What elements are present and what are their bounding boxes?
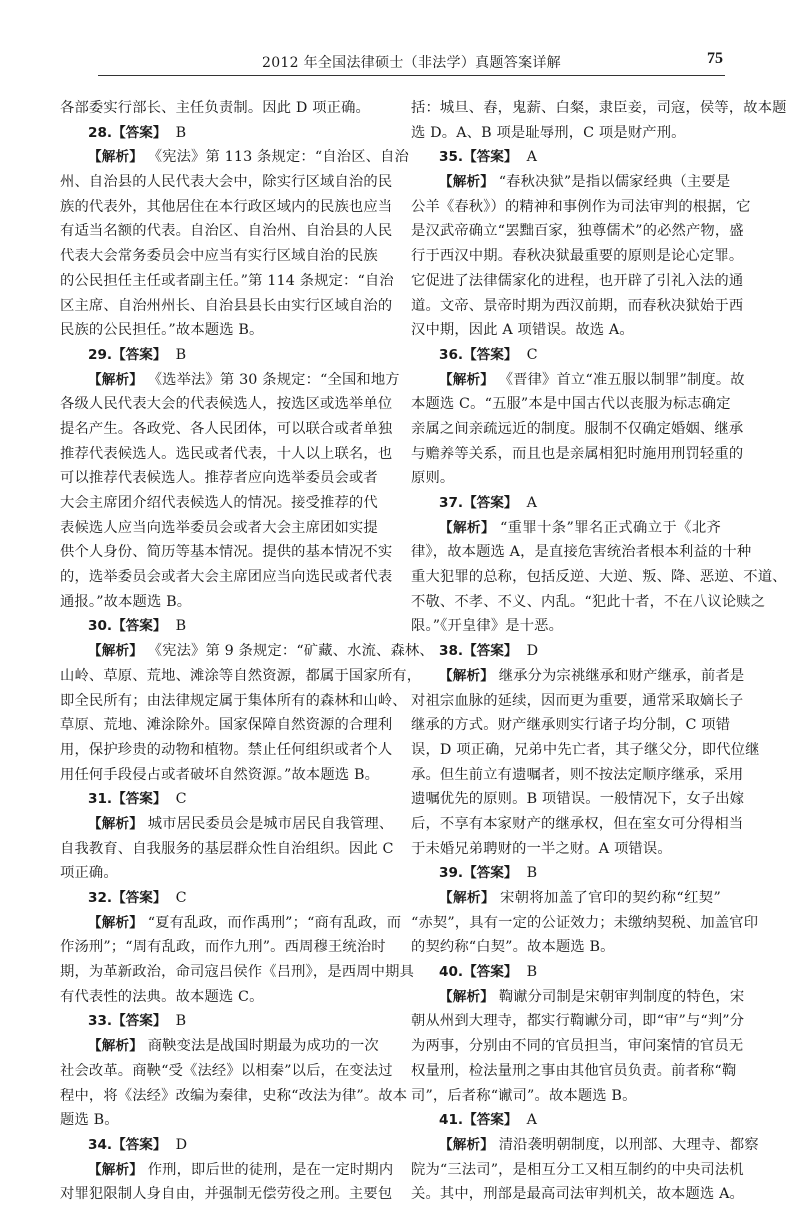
text-line: 州、自治县的人民代表大会中，除实行区域自治的民 xyxy=(60,174,393,191)
explanation-label: 【解析】 xyxy=(88,149,143,166)
text-line: 可以推荐代表候选人。推荐者应向选举委员会或者 xyxy=(60,470,378,487)
text-line: 有适当名额的代表。自治区、自治州、自治县的人民 xyxy=(60,223,393,240)
answer-value: D xyxy=(526,643,539,660)
answer-line-33 xyxy=(60,1009,370,1034)
text-line: 通报。”故本题选 B。 xyxy=(60,593,192,610)
text-line: 即全民所有；由法律规定属于集体所有的森林和山岭、 xyxy=(60,692,407,709)
text-line: 项正确。 xyxy=(60,865,118,882)
text-line: 亲属之间亲疏远近的制度。服制不仅确定婚姻、继承 xyxy=(411,420,744,437)
text-line: 草原、荒地、滩涂除外。国家保障自然资源的合理利 xyxy=(60,717,393,734)
explanation-line: 【解析】 “夏有乱政，而作禹刑”；“商有乱政，而 xyxy=(88,914,402,931)
text-line: 不敬、不孝、不义、内乱。“犯此十者，不在八议论赎之 xyxy=(411,593,766,610)
text-line: 作汤刑”；“周有乱政，而作九刑”。西周穆王统治时 xyxy=(60,939,386,956)
answer-label: 31.【答案】 xyxy=(88,791,167,808)
answer-line-29 xyxy=(60,343,370,368)
text-line: 代表大会常务委员会中应当有实行区域自治的民族 xyxy=(60,248,378,265)
answer-label: 36.【答案】 xyxy=(439,346,518,363)
text-line: 题选 B。 xyxy=(60,1112,119,1129)
explanation-line: 【解析】 “重罪十条”罪名正式确立于《北齐 xyxy=(439,519,721,536)
explanation-line: 【解析】 《宪法》第 9 条规定：“矿藏、水流、森林、 xyxy=(88,643,434,660)
answer-line-35 xyxy=(411,145,721,170)
answer-line-37 xyxy=(411,491,721,516)
answer-line-36 xyxy=(411,343,721,368)
explanation-line: 【解析】 “春秋决狱”是指以儒家经典（主要是 xyxy=(439,174,731,191)
explanation-label: 【解析】 xyxy=(88,1038,143,1055)
text-line: 承。但生前立有遗嘱者，则不按法定顺序继承，采用 xyxy=(411,766,744,783)
text-line: 关。其中，刑部是最高司法审判机关，故本题选 A。 xyxy=(411,1186,744,1203)
text-line: 律》，故本题选 A，是直接危害统治者根本利益的十种 xyxy=(411,544,752,561)
answer-value: B xyxy=(526,865,538,882)
answer-label: 33.【答案】 xyxy=(88,1013,167,1030)
explanation-label: 【解析】 xyxy=(439,667,494,684)
text-line: 公羊《春秋》）的精神和事例作为司法审判的根据，它 xyxy=(411,198,751,215)
text-line: 与赡养等关系，而且也是亲属相犯时施用刑罚轻重的 xyxy=(411,445,744,462)
text-line: 是汉武帝确立“罢黜百家，独尊儒术”的必然产物，盛 xyxy=(411,223,744,240)
explanation-line: 【解析】 城市居民委员会是城市居民自我管理、 xyxy=(88,815,394,832)
explanation-label: 【解析】 xyxy=(439,519,495,536)
text-line: 期，为革新政治，命司寇吕侯作《吕刑》，是西周中期具 xyxy=(60,964,415,981)
answer-label: 40.【答案】 xyxy=(439,964,518,981)
text-line: 权量刑，检法量刑之事由其他官员负责。前者称“鞫 xyxy=(411,1062,737,1079)
answer-label: 37.【答案】 xyxy=(439,495,518,511)
answer-line-34 xyxy=(60,1133,370,1158)
explanation-label: 【解析】 xyxy=(88,643,143,660)
answer-label: 29.【答案】 xyxy=(88,346,167,363)
answer-value: C xyxy=(175,890,187,906)
explanation-line: 【解析】 宋朝将加盖了官印的契约称“红契” xyxy=(439,890,721,906)
text-line: 括：城旦、舂，鬼薪、白粲，隶臣妾，司寇，侯等，故本题 xyxy=(411,100,787,116)
text-line: 大会主席团介绍代表候选人的情况。接受推荐的代 xyxy=(60,495,378,511)
text-line: 对罪犯限制人身自由，并强制无偿劳役之刑。主要包 xyxy=(60,1186,393,1203)
explanation-line: 【解析】 《宪法》第 113 条规定：“自治区、自治 xyxy=(88,149,409,166)
text-line: 继承的方式。财产继承则实行诸子均分制，C 项错 xyxy=(411,717,731,734)
text-line: 自我教育、自我服务的基层群众性自治组织。因此 C xyxy=(60,840,394,857)
text-line: 提名产生。各政党、各人民团体，可以联合或者单独 xyxy=(60,420,393,437)
explanation-line: 【解析】 《选举法》第 30 条规定：“全国和地方 xyxy=(88,371,400,388)
text-line: 于未婚兄弟聘财的一半之财。A 项错误。 xyxy=(411,840,672,857)
text-line: “赤契”，具有一定的公证效力；未缴纳契税、加盖官印 xyxy=(411,914,759,931)
answer-label: 35.【答案】 xyxy=(439,149,518,166)
answer-label: 41.【答案】 xyxy=(439,1112,518,1129)
answer-line-41 xyxy=(411,1108,721,1133)
text-line: 本题选 C。“五服”本是中国古代以丧服为标志确定 xyxy=(411,396,731,413)
text-line: 司”，后者称“谳司”。故本题选 B。 xyxy=(411,1087,637,1104)
explanation-label: 【解析】 xyxy=(439,371,494,388)
text-line: 供个人身份、简历等基本情况。提供的基本情况不实 xyxy=(60,544,393,561)
page-number: 75 xyxy=(707,50,723,67)
answer-label: 39.【答案】 xyxy=(439,865,518,882)
text-line: 它促进了法律儒家化的进程，也开辟了引礼入法的通 xyxy=(411,272,744,289)
explanation-label: 【解析】 xyxy=(88,815,143,832)
text-line: 对祖宗血脉的延续，因而更为重要，通常采取嫡长子 xyxy=(411,692,744,709)
answer-value: B xyxy=(175,1013,187,1030)
text-line: 的契约称“白契”。故本题选 B。 xyxy=(411,939,615,956)
answer-value: B xyxy=(175,124,187,141)
text-line: 限。”《开皇律》是十恶。 xyxy=(411,618,564,635)
explanation-label: 【解析】 xyxy=(88,371,143,388)
text-line: 族的代表外，其他居住在本行政区域内的民族也应当 xyxy=(60,198,393,215)
answer-line-38 xyxy=(411,639,721,664)
text-line: 原则。 xyxy=(411,470,455,487)
text-line: 推荐代表候选人。选民或者代表，十人以上联名，也 xyxy=(60,445,393,462)
text-line: 的公民担任主任或者副主任。”第 114 条规定：“自治 xyxy=(60,272,394,289)
text-line: 民族的公民担任。”故本题选 B。 xyxy=(60,322,264,339)
text-line: 朝从州到大理寺，都实行鞫谳分司，即“审”与“判”分 xyxy=(411,1013,745,1030)
text-line: 山岭、草原、荒地、滩涂等自然资源，都属于国家所有， xyxy=(60,667,422,684)
text-line: 用，保护珍贵的动物和植物。禁止任何组织或者个人 xyxy=(60,741,393,758)
explanation-line: 【解析】 鞫谳分司制是宋朝审判制度的特色，宋 xyxy=(439,988,745,1005)
text-line: 程中，将《法经》改编为秦律，史称“改法为律”。故本 xyxy=(60,1087,408,1104)
text-line: 行于西汉中期。春秋决狱最重要的原则是论心定罪。 xyxy=(411,248,744,265)
text-line: 选 D。A、B 项是耻辱刑，C 项是财产刑。 xyxy=(411,124,686,141)
answer-line-31 xyxy=(60,787,370,812)
explanation-label: 【解析】 xyxy=(439,890,495,906)
text-line: 为两事，分别由不同的官员担当，审问案情的官员无 xyxy=(411,1038,744,1055)
right-column xyxy=(411,96,787,1207)
answer-line-39 xyxy=(411,861,721,886)
explanation-line: 【解析】 作刑，即后世的徒刑，是在一定时期内 xyxy=(88,1161,394,1178)
header-divider xyxy=(98,75,725,76)
answer-value: A xyxy=(526,149,537,166)
explanation-label: 【解析】 xyxy=(88,914,143,931)
explanation-line: 【解析】 《晋律》首立“准五服以制罪”制度。故 xyxy=(439,371,745,388)
answer-line-32 xyxy=(60,886,370,911)
running-title: 2012 年全国法律硕士（非法学）真题答案详解 xyxy=(262,55,561,71)
text-line: 汉中期，因此 A 项错误。故选 A。 xyxy=(411,322,634,339)
answer-value: C xyxy=(175,791,187,808)
text-line: 有代表性的法典。故本题选 C。 xyxy=(60,988,264,1005)
explanation-line: 【解析】 商鞅变法是战国时期最为成功的一次 xyxy=(88,1038,379,1055)
text-line: 各级人民代表大会的代表候选人，按选区或选举单位 xyxy=(60,396,393,413)
explanation-label: 【解析】 xyxy=(439,988,494,1005)
text-line: 用任何手段侵占或者破坏自然资源。”故本题选 B。 xyxy=(60,766,380,783)
explanation-label: 【解析】 xyxy=(88,1161,143,1178)
answer-value: A xyxy=(526,1112,537,1129)
explanation-line: 【解析】 清沿袭明朝制度，以刑部、大理寺、都察 xyxy=(439,1136,759,1153)
answer-label: 28.【答案】 xyxy=(88,124,167,141)
text-line: 区主席、自治州州长、自治县县长由实行区域自治的 xyxy=(60,297,393,314)
answer-label: 38.【答案】 xyxy=(439,643,518,660)
explanation-label: 【解析】 xyxy=(439,174,494,191)
answer-label: 30.【答案】 xyxy=(88,618,167,635)
explanation-label: 【解析】 xyxy=(439,1136,494,1153)
text-line: 表候选人应当向选举委员会或者大会主席团如实提 xyxy=(60,519,378,536)
answer-value: B xyxy=(526,964,538,981)
text-line: 道。文帝、景帝时期为西汉前期，而春秋决狱始于西 xyxy=(411,297,744,314)
answer-line-28 xyxy=(60,121,370,146)
text-line: 重大犯罪的总称，包括反逆、大逆、叛、降、恶逆、不道、 xyxy=(411,569,787,586)
text-line: 误，D 项正确，兄弟中先亡者，其子继父分，即代位继 xyxy=(411,741,760,758)
answer-value: A xyxy=(526,495,537,511)
text-line: 各部委实行部长、主任负责制。因此 D 项正确。 xyxy=(60,100,370,116)
answer-value: C xyxy=(526,346,538,363)
answer-value: B xyxy=(175,346,187,363)
text-line: 后，不享有本家财产的继承权，但在室女可分得相当 xyxy=(411,815,744,832)
answer-line-40 xyxy=(411,960,721,985)
answer-value: D xyxy=(175,1136,188,1153)
text-line: 院为“三法司”，是相互分工又相互制约的中央司法机 xyxy=(411,1161,744,1178)
text-line: 的，选举委员会或者大会主席团应当向选民或者代表 xyxy=(60,569,393,586)
answer-value: B xyxy=(175,618,187,635)
page-header xyxy=(98,46,725,76)
answer-line-30 xyxy=(60,614,370,639)
text-line: 社会改革。商鞅“受《法经》以相秦”以后，在变法过 xyxy=(60,1062,393,1079)
answer-label: 34.【答案】 xyxy=(88,1136,167,1153)
answer-label: 32.【答案】 xyxy=(88,890,167,906)
explanation-line: 【解析】 继承分为宗祧继承和财产继承，前者是 xyxy=(439,667,745,684)
text-line: 遗嘱优先的原则。B 项错误。一般情况下，女子出嫁 xyxy=(411,791,745,808)
